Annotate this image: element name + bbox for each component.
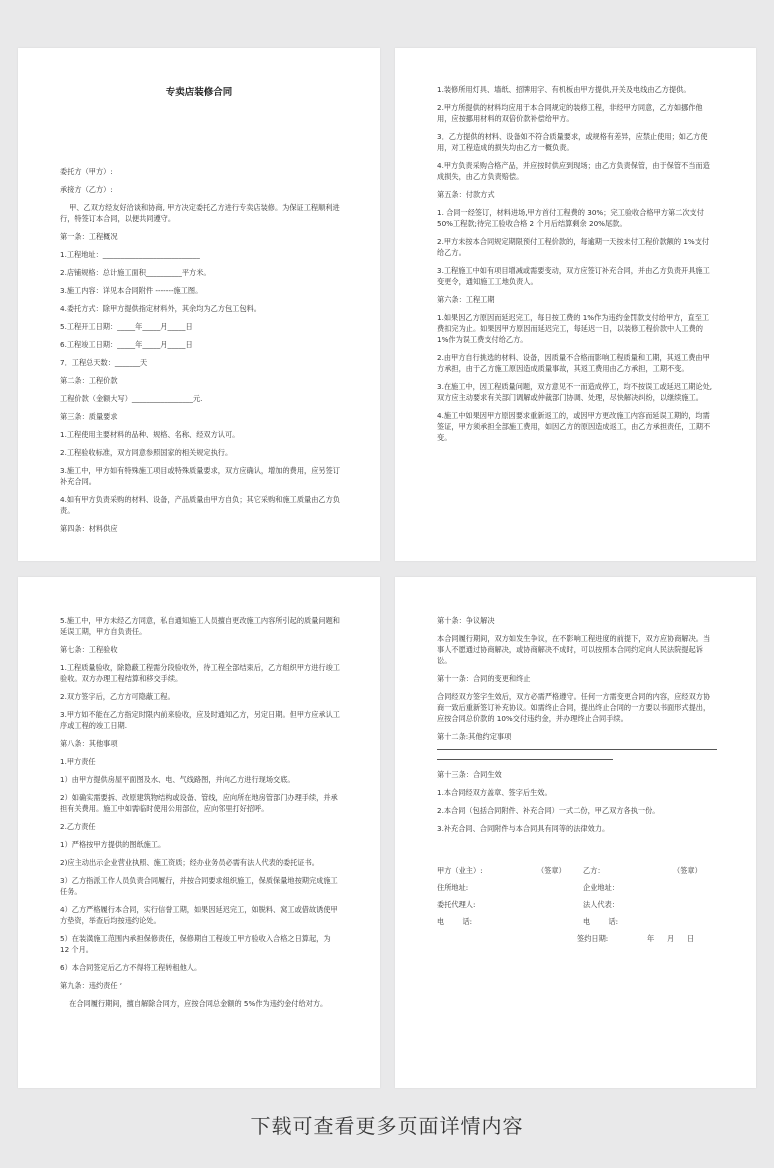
paragraph: 第二条：工程价款: [60, 376, 118, 385]
signature-row-address: [437, 882, 716, 899]
paragraph: 4.如有甲方负责采购的材料、设备，产品质量由甲方自负；其它采购和施工质量由乙方负责。: [60, 495, 340, 515]
blank-line: [437, 759, 613, 760]
paragraph: 2.由甲方自行挑选的材料、设备，因质量不合格而影响工程质量和工期，其返工费由甲方承担，由于乙方施工原因造成质量事故，其返工费用由乙方承担，工期不变。: [437, 353, 710, 373]
signature-row-date: [437, 933, 716, 950]
paragraph: 3.甲方如不能在乙方指定时限内前来验收，应及时通知乙方，另定日期。但甲方应承认工序或工程的竣工日期.: [60, 710, 340, 730]
party-b-legal-label: 法人代表：: [583, 900, 619, 909]
contract-page-2: [395, 48, 756, 561]
paragraph: 3.施工内容：详见本合同附件 -------施工图。: [60, 286, 203, 295]
paragraph: 1.装修所用灯具、墙纸、招牌用字、有机板由甲方提供,开关及电线由乙方提供。: [437, 85, 691, 94]
party-b-label: 乙方：: [583, 866, 605, 875]
paragraph: 1.本合同经双方盖章、签字后生效。: [437, 788, 552, 797]
paragraph: 在合同履行期间，擅自解除合同方，应按合同总金额的 5%作为违约金付给对方。: [60, 999, 328, 1008]
paragraph: 第七条：工程验收: [60, 645, 118, 654]
year-label: 年: [647, 934, 655, 943]
paragraph: 1. 合同一经签订，材料进场,甲方首付工程费的 30%；完工验收合格甲方第二次支付 50%工程款;待完工验收合格 2 个月后结算剩余 20%尾款。: [437, 208, 707, 228]
paragraph: 1.工程地址：___________________________: [60, 250, 200, 259]
party-a-label: 甲方（业主）:: [437, 866, 483, 875]
party-b-address-label: 企业地址：: [583, 883, 619, 892]
paragraph: 1.甲方责任: [60, 757, 96, 766]
page-2-text: [437, 84, 716, 450]
paragraph: 第五条：付款方式: [437, 190, 495, 199]
sign-date-label: 签约日期:: [577, 934, 609, 943]
signature-row-tel: [437, 916, 716, 933]
contract-page-1: [18, 48, 380, 561]
party-b-tel-label: 电 话:: [583, 917, 619, 926]
contract-page-3: [18, 577, 380, 1088]
page-4-text: [437, 615, 716, 950]
paragraph: 1.工程质量验收，除隐蔽工程需分段验收外，待工程全部结束后，乙方组织甲方进行竣工验收。双方办理工程结算和移交手续。: [60, 663, 340, 683]
paragraph: 本合同履行期间，双方如发生争议，在不影响工程进度的前提下，双方应协商解决。当事人不愿通过协商解决，或协商解决不成时，可以按照本合同约定向人民法院提起诉讼。: [437, 634, 711, 665]
paragraph: 第四条：材料供应: [60, 524, 118, 533]
day-label: 日: [687, 934, 695, 943]
paragraph: 7．工程总天数：_______天: [60, 358, 148, 367]
paragraph: 3.工程施工中如有项目增减或需要变动，双方应签订补充合同，并由乙方负责开具施工变更令，通知施工工地负责人。: [437, 266, 710, 286]
paragraph: 6）本合同签定后乙方不得将工程转租他人。: [60, 963, 202, 972]
document-title: 专卖店装修合同: [165, 87, 233, 98]
party-a-tel-label: 电 话:: [437, 917, 473, 926]
signature-row-agent: [437, 899, 716, 916]
paragraph: 3.在施工中，因工程质量问题，双方意见不一而造成停工，均不按误工或延迟工期论处,双方应主动要求有关部门调解或仲裁部门协调、处理，尽快解决纠纷，以继续施工。: [437, 382, 713, 402]
paragraph: 2）如确实需要拆、改原建筑物结构或设备、管线，应向所在地房管部门办理手续，并承担有关费用。施工中如需临时使用公用部位，应向邻里打好招呼。: [60, 793, 338, 813]
blank-line: [437, 749, 717, 750]
paragraph: 2.店铺规格：总计施工面积__________平方米。: [60, 268, 211, 277]
paragraph: 甲、乙双方经友好洽谈和协商, 甲方决定委托乙方进行专卖店装修。为保证工程顺利进行，特签订本合同，以便共同遵守。: [60, 203, 340, 223]
paragraph: 4.施工中如果因甲方原因要求重新返工的，或因甲方更改施工内容而延误工期的，均需签证，甲方须承担全部施工费用，如因乙方的原因造成返工，由乙方承担责任，工期不变。: [437, 411, 711, 442]
paragraph: 第一条：工程概况: [60, 232, 118, 241]
paragraph: 4）乙方严格履行本合同，实行信誉工期，如果因延迟完工，如脱料、窝工或借故诱使甲方垫资，举查后均按违约论处。: [60, 905, 338, 925]
party-a-address-label: 住所地址:: [437, 883, 469, 892]
paragraph: 3）乙方指派工作人员负责合同履行，并按合同要求组织施工，保质保量地按期完成施工任务。: [60, 876, 338, 896]
paragraph: 第八条：其他事项: [60, 739, 118, 748]
party-b-seal: （签章）: [673, 866, 702, 875]
paragraph: 1.如果因乙方原因而延迟完工，每日按工费的 1%作为违约金罚款支付给甲方，直至工费扣完为止。如果因甲方原因而延迟完工，每延迟一日，以装修工程价款中人工费的 1%作为误工费支付给乙方。: [437, 313, 710, 344]
paragraph: 2.本合同（包括合同附件、补充合同）一式二份，甲乙双方各执一份。: [437, 806, 660, 815]
paragraph: 第十条：争议解决: [437, 616, 495, 625]
paragraph: 4.甲方负责采购合格产品，并应按时供应到现场；由乙方负责保管，由于保管不当而造成损失，由乙方负责赔偿。: [437, 161, 710, 181]
party-a-agent-label: 委托代理人:: [437, 900, 476, 909]
month-label: 月: [667, 934, 675, 943]
paragraph: 委托方（甲方）:: [60, 167, 113, 176]
paragraph: 合同经双方签字生效后，双方必需严格遵守。任何一方需变更合同的内容，应经双方协商一致后重新签订补充协议。如需终止合同，提出终止合同的一方要以书面形式提出，应按合同总价款的 10%交付违约金，并办理终止合同手续。: [437, 692, 711, 723]
paragraph: 2.甲方所提供的材料均应用于本合同规定的装修工程，非经甲方同意，乙方如挪作他用，应按挪用材料的双倍价款补偿给甲方。: [437, 103, 703, 123]
download-more-caption: 下载可查看更多页面详情内容: [250, 1114, 524, 1138]
paragraph: 6.工程竣工日期：_____年_____月_____日: [60, 340, 193, 349]
paragraph: 第三条：质量要求: [60, 412, 118, 421]
paragraph: 第十三条：合同生效: [437, 770, 502, 779]
paragraph: 第十一条：合同的变更和终止: [437, 674, 531, 683]
paragraph: 3.补充合同、合同附件与本合同具有同等的法律效力。: [437, 824, 610, 833]
paragraph: 4.委托方式：除甲方提供指定材料外，其余均为乙方包工包料。: [60, 304, 261, 313]
paragraph: 2.工程验收标准，双方同意参照国家的相关规定执行。: [60, 448, 233, 457]
paragraph: 承接方（乙方）:: [60, 185, 113, 194]
signature-row-parties: [437, 865, 716, 882]
page-3-text: [60, 615, 340, 1016]
paragraph: 第十二条:其他约定事项: [437, 732, 512, 741]
paragraph: 1）由甲方提供房屋平面图及水、电、气线路图，并向乙方进行现场交底。: [60, 775, 295, 784]
paragraph: 5）在装潢施工范围内承担保修责任，保修期自工程竣工甲方验收入合格之日算起，为 12 个月。: [60, 934, 333, 954]
paragraph: 3.施工中，甲方如有特殊施工项目或特殊质量要求，双方应确认，增加的费用，应另签订补充合同。: [60, 466, 340, 486]
party-a-seal: （签章）: [537, 866, 566, 875]
paragraph: 5.施工中，甲方未经乙方同意，私自通知施工人员擅自更改施工内容所引起的质量问题和延误工期，甲方自负责任。: [60, 616, 340, 636]
contract-page-4: [395, 577, 756, 1088]
page-1-text: [60, 166, 340, 541]
paragraph: 第九条：违约责任 ‘: [60, 981, 123, 990]
paragraph: 2.乙方责任: [60, 822, 96, 831]
paragraph: 5.工程开工日期：_____年_____月_____日: [60, 322, 193, 331]
paragraph: 2.双方签字后，乙方方可隐蔽工程。: [60, 692, 175, 701]
paragraph: 工程价款（金额大写）_________________元.: [60, 394, 203, 403]
paragraph: 2)应主动出示企业营业执照、施工资质；经办业务员必需有法人代表的委托证书。: [60, 858, 319, 867]
paragraph: 1）严格按甲方提供的图纸施工。: [60, 840, 166, 849]
paragraph: 2.甲方未按本合同规定期限预付工程价款的，每逾期一天按未付工程价款额的 1%支付给乙方。: [437, 237, 710, 257]
paragraph: 1.工程使用主要材料的品种、规格、名称、经双方认可。: [60, 430, 240, 439]
paragraph: 第六条：工程工期: [437, 295, 495, 304]
paragraph: 3．乙方提供的材料、设备如不符合质量要求，或规格有差异，应禁止使用；如乙方使用，对工程造成的损失均由乙方一概负责。: [437, 132, 708, 152]
